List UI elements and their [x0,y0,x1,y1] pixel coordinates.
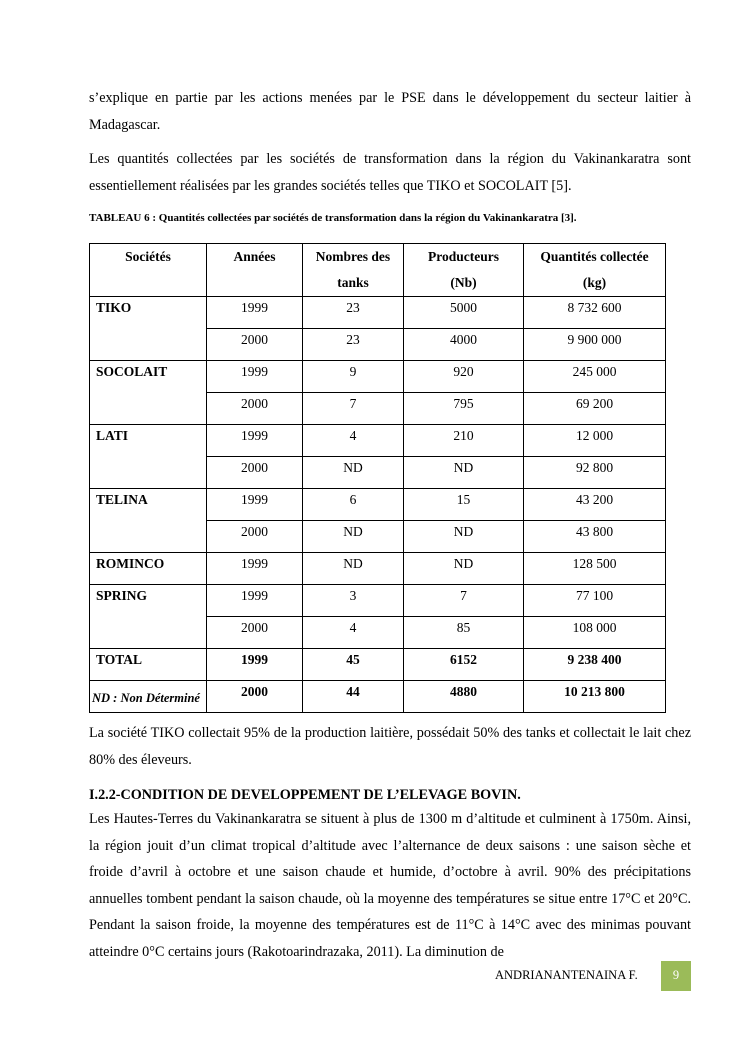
annee-cell: 2000 [207,617,303,649]
annee-cell: 1999 [207,585,303,617]
quantite-cell: 69 200 [524,393,666,425]
tanks-cell: ND [303,457,404,489]
tanks-cell: ND [303,521,404,553]
tanks-cell: 6 [303,489,404,521]
producteurs-cell: ND [404,521,524,553]
tanks-cell: 4 [303,425,404,457]
annee-cell: 2000 [207,457,303,489]
producteurs-cell: ND [404,553,524,585]
producteurs-cell: 210 [404,425,524,457]
producteurs-cell: 4880 [404,681,524,713]
section-heading: I.2.2-CONDITION DE DEVELOPPEMENT DE L’ELEVAGE BOVIN. [89,787,521,803]
total-row [90,649,666,681]
producteurs-cell: ND [404,457,524,489]
quantite-cell: 9 900 000 [524,329,666,361]
societe-cell: ROMINCO [90,553,207,585]
annee-cell: 2000 [207,521,303,553]
quantite-cell: 77 100 [524,585,666,617]
total-label: TOTAL [90,649,207,681]
page-number-badge: 9 [661,961,691,991]
tanks-cell: 9 [303,361,404,393]
producteurs-cell: 6152 [404,649,524,681]
header-societes: Sociétés [90,244,207,297]
annee-cell: 1999 [207,361,303,393]
paragraph-tiko: La société TIKO collectait 95% de la production laitière, possédait 50% des tanks et collectait le lait chez 80% des éleveurs. [89,725,691,768]
societe-cell: TELINA [90,489,207,553]
quantite-cell: 9 238 400 [524,649,666,681]
quantite-cell: 12 000 [524,425,666,457]
annee-cell: 1999 [207,297,303,329]
tanks-cell: ND [303,553,404,585]
producteurs-cell: 920 [404,361,524,393]
tanks-cell: 23 [303,329,404,361]
paragraph-collection: Les quantités collectées par les sociétés de transformation dans la région du Vakinankaratra sont essentiellement réalisées par les grandes sociétés telles que TIKO et SOCOLAIT [5]. [89,151,691,194]
annee-cell: 2000 [207,681,303,713]
table-row [90,361,666,393]
tanks-cell: 44 [303,681,404,713]
table-row [90,297,666,329]
societe-cell: SOCOLAIT [90,361,207,425]
header-quantites: Quantités collectée (kg) [524,244,666,297]
quantite-cell: 10 213 800 [524,681,666,713]
annee-cell: 1999 [207,553,303,585]
producteurs-cell: 85 [404,617,524,649]
header-annees: Années [207,244,303,297]
tanks-cell: 3 [303,585,404,617]
producteurs-cell: 7 [404,585,524,617]
table-row [90,425,666,457]
collection-table [89,243,666,713]
quantite-cell: 128 500 [524,553,666,585]
header-producteurs: Producteurs (Nb) [404,244,524,297]
table-row [90,553,666,585]
producteurs-cell: 4000 [404,329,524,361]
quantite-cell: 43 200 [524,489,666,521]
paragraph-intro: s’explique en partie par les actions menées par le PSE dans le développement du secteur laitier à Madagascar. [89,90,691,133]
tanks-cell: 7 [303,393,404,425]
tanks-cell: 45 [303,649,404,681]
tanks-cell: 23 [303,297,404,329]
societe-cell: SPRING [90,585,207,649]
quantite-cell: 108 000 [524,617,666,649]
table-note: ND : Non Déterminé [92,691,200,705]
header-tanks: Nombres des tanks [303,244,404,297]
producteurs-cell: 5000 [404,297,524,329]
quantite-cell: 43 800 [524,521,666,553]
annee-cell: 1999 [207,425,303,457]
quantite-cell: 245 000 [524,361,666,393]
table-caption: TABLEAU 6 : Quantités collectées par sociétés de transformation dans la région du Vakinankaratra [3]. [89,212,577,224]
annee-cell: 1999 [207,489,303,521]
table-row [90,489,666,521]
paragraph-climate: Les Hautes-Terres du Vakinankaratra se situent à plus de 1300 m d’altitude et culminent à 1750m. Ainsi, la région jouit d’un climat tropical d’altitude avec l’alternance de deux saisons : une saison sèche et froide d’avril à octobre et une saison chaude et humide, d’octobre à avril. 90% des précipitations annuelles tombent pendant la saison chaude, où la moyenne des températures se situe entre 17°C et 20°C. Pendant la saison froide, la moyenne des températures est de 11°C à 14°C avec des minimas pouvant atteindre 0°C certains jours (Rakotoarindrazaka, 2011). La diminution de [89,811,691,960]
tanks-cell: 4 [303,617,404,649]
producteurs-cell: 15 [404,489,524,521]
quantite-cell: 92 800 [524,457,666,489]
footer-author: ANDRIANANTENAINA F. [495,968,638,982]
annee-cell: 2000 [207,329,303,361]
societe-cell: LATI [90,425,207,489]
table-row [90,585,666,617]
annee-cell: 2000 [207,393,303,425]
annee-cell: 1999 [207,649,303,681]
societe-cell: TIKO [90,297,207,361]
producteurs-cell: 795 [404,393,524,425]
table-header-row [90,244,666,297]
quantite-cell: 8 732 600 [524,297,666,329]
